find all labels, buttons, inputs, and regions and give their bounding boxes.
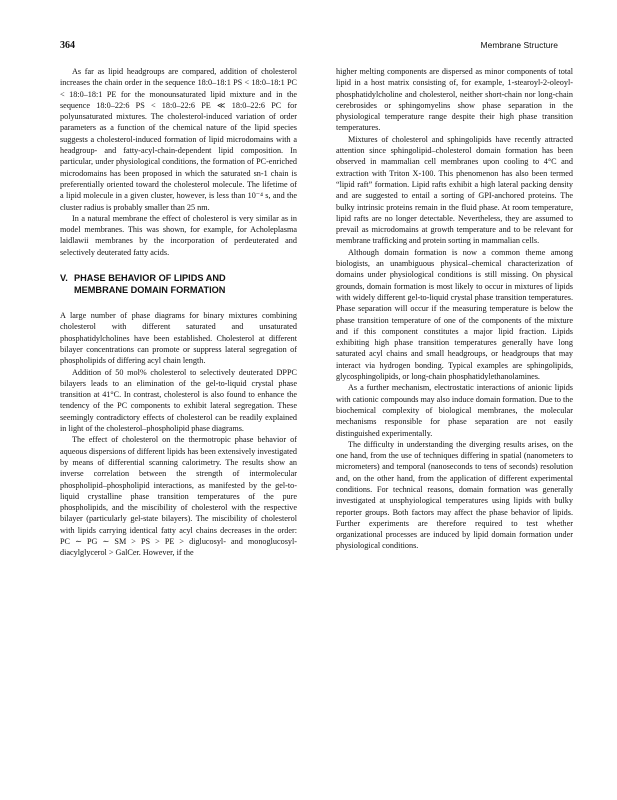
- paragraph: Although domain formation is now a common theme among biologists, an unambiguous physical–chemical characterization of domains under physiological conditions is still missing. On physical grounds, domain formation is most likely to occur in mixtures of lipids with widely different gel-to-liquid crystal phase transition temperatures. Phase separation will occur if the measuring temperature is below the phase transition temperature of one of the components of the mixture and if this component constitutes a major lipid fraction. Lipids exhibiting high phase transition temperatures generally have long saturated acyl chains and small headgroups, or headgroups that may interact via hydrogen bonding. Typical examples are sphingolipids, glycosphingolipids, or long-chain phosphatidylethanolamines.: [336, 247, 573, 382]
- page-number: 364: [60, 40, 75, 51]
- paragraph: Mixtures of cholesterol and sphingolipids have recently attracted attention since sphingolipid–cholesterol domain formation has been observed in mammalian cell membranes upon cooling to 4°C and extraction with Triton X-100. This phenomenon has also been termed “lipid raft” formation. Lipid rafts exhibit a high lateral packing density and are suggested to entail a sorting of GPI-anchored proteins. The bulky intrinsic proteins remain in the fluid phase. At room temperature, lipid rafts are no longer detectable. Nevertheless, they are assumed to prevail as microdomains at growth temperature and to be relevant for membrane trafficking and protein sorting in mammalian cells.: [336, 134, 573, 246]
- section-title-line-1: PHASE BEHAVIOR OF LIPIDS AND: [74, 273, 226, 284]
- paragraph: In a natural membrane the effect of cholesterol is very similar as in model membranes. This was shown, for example, for Acholeplasma laidlawii membranes by the incorporation of perdeuterated and selectively deuterated fatty acids.: [60, 213, 297, 257]
- paragraph: higher melting components are dispersed as minor components of total lipid in a host matrix consisting of, for example, 1-stearoyl-2-oleoyl-phosphatidylcholine and cholesterol, neither short-chain nor long-chain cerebrosides or sphingomyelins show phase separation in the physiological temperature range despite their high phase transition temperatures.: [336, 67, 573, 133]
- right-column: [336, 66, 573, 552]
- paragraph: The difficulty in understanding the diverging results arises, on the one hand, from the use of techniques differing in spatial (nanometers to micrometers) and temporal (nanoseconds to tens of seconds) resolution and, on the other hand, from the application of different experimental conditions. For technical reasons, domain formation was generally investigated at unsphyiological temperatures using lipids with bulky reporter groups. Both factors may affect the phase behavior of lipids. Further experiments are therefore required to test whether organizational processes are induced by lipid domain formation under physiological conditions.: [336, 439, 573, 551]
- left-column: [60, 66, 297, 559]
- paragraph: As a further mechanism, electrostatic interactions of anionic lipids with cationic compounds may also induce domain formation. Due to the biochemical complexity of biological membranes, the molecular mechanisms responsible for phase separation are not easily distinguished experimentally.: [336, 383, 573, 438]
- paragraph: Addition of 50 mol% cholesterol to selectively deuterated DPPC bilayers leads to an elimination of the gel-to-liquid crystal phase transition at 41°C. In contrast, cholesterol is also found to enhance the tendency of the PC components to exhibit lateral segregation. These seemingly contradictory effects of cholesterol can be readily explained in light of the cholesterol–phospholipid phase diagrams.: [60, 367, 297, 434]
- section-number: V.: [60, 273, 68, 284]
- paragraph: The effect of cholesterol on the thermotropic phase behavior of aqueous dispersions of different lipids has been extensively investigated by means of differential scanning calorimetry. The results show an inverse correlation between the strength of intermolecular phospholipid–phospholipid interactions, as manifested by the gel-to-liquid crystalline phase transition temperatures of the pure phospholipids, and the miscibility of cholesterol with the respective bilayer (particularly gel-state bilayers). The miscibility of cholesterol with lipids carrying identical fatty acyl chains decreases in the order: PC ∼ PG ∼ SM > PS > PE > diglucosyl- and monoglucosyl-diacylglycerol > GalCer. However, if the: [60, 435, 297, 558]
- running-title: Membrane Structure: [480, 40, 558, 50]
- paragraph: A large number of phase diagrams for binary mixtures combining cholesterol with different saturated and unsaturated phosphatidylcholines have been established. Cholesterol at different bilayer concentrations can promote or suppress lateral segregation of phospholipids of differing acyl chain length.: [60, 311, 297, 366]
- paragraph: As far as lipid headgroups are compared, addition of cholesterol increases the chain order in the sequence 18:0–18:1 PS < 18:0–18:1 PC < 18:0–18:1 PE for the monounsaturated lipid mixture and in the sequence 18:0–22:6 PS < 18:0–22:6 PE ≪ 18:0–22:6 PC for polyunsaturated mixtures. The cholesterol-induced variation of order parameters as a function of the chemical nature of the lipid species suggests a cholesterol-induced formation of lipid microdomains with a headgroup- and fatty-acyl-chain-dependent lipid composition. In particular, under physiological conditions, the formation of PC-enriched microdomains has been proposed in which the saturated sn-1 chain is preferentially oriented toward the cholesterol molecule. The lifetime of a lipid molecule in a given cluster, however, is less than 10⁻⁴ s, and the cluster radius is probably smaller than 25 nm.: [60, 67, 297, 212]
- section-title-line-2: MEMBRANE DOMAIN FORMATION: [74, 285, 226, 296]
- section-heading: [60, 272, 297, 296]
